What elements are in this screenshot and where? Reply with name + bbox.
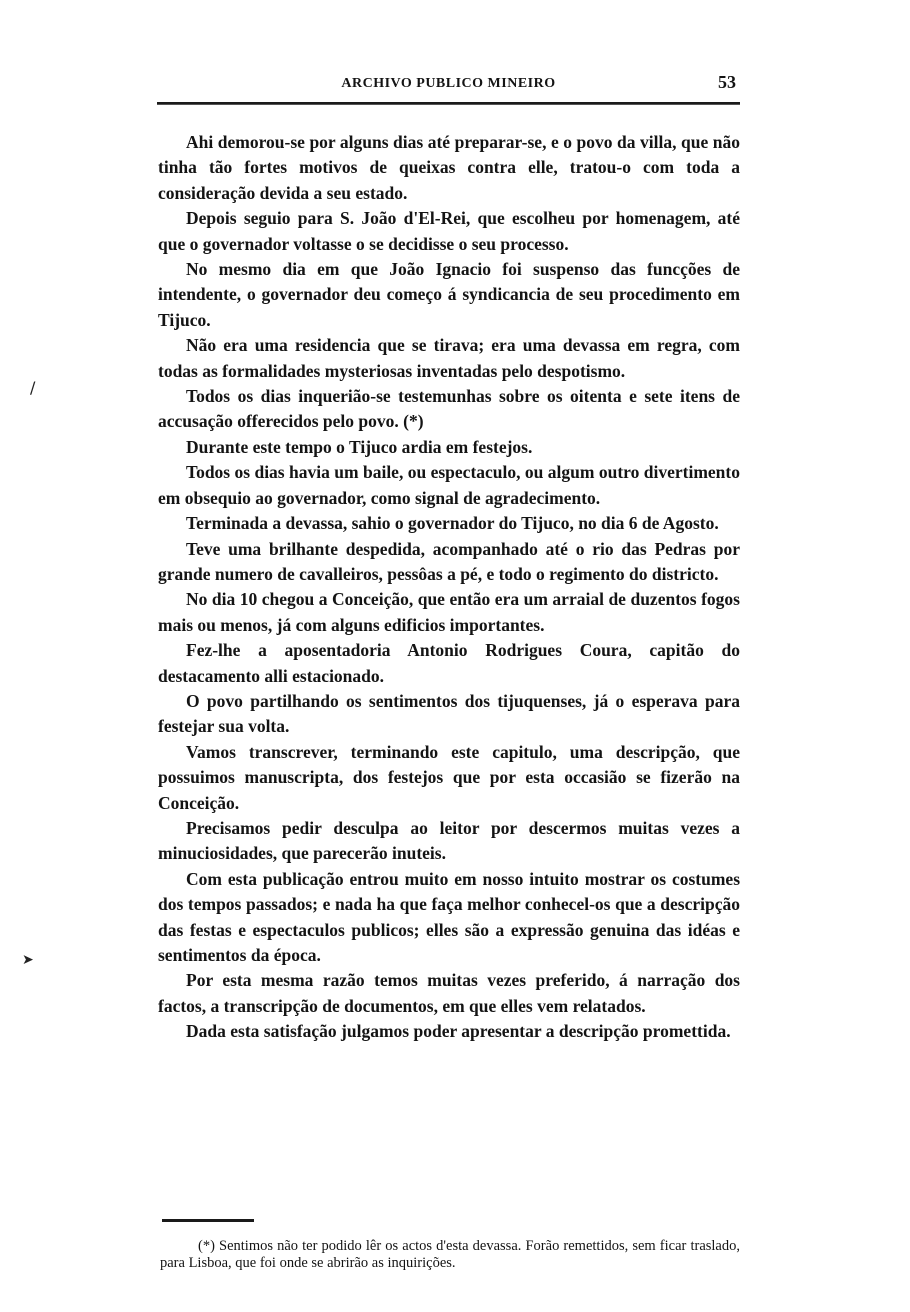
paragraph: Por esta mesma razão temos muitas vezes preferido, á narração dos factos, a transcripção de documentos, em que elles vem relatados. (158, 970, 740, 1016)
paragraph: No dia 10 chegou a Conceição, que então era um arraial de duzentos fogos mais ou menos, já com alguns edificios importantes. (158, 589, 740, 635)
paragraph: Com esta publicação entrou muito em nosso intuito mostrar os costumes dos tempos passados; e nada ha que faça melhor conhecel-os que a descripção das festas e espectaculos publicos; elles são a expressão genuina das idéas e sentimentos da época. (158, 868, 740, 965)
paragraph: Terminada a devassa, sahio o governador do Tijuco, no dia 6 de Agosto. (186, 513, 719, 534)
paragraph: Ahi demorou-se por alguns dias até preparar-se, e o povo da villa, que não tinha tão fortes motivos de queixas contra elle, tratou-o com toda a consideração devida a seu estado. (158, 132, 740, 203)
margin-arrow-mark: ➤ (22, 952, 34, 968)
body-text (158, 130, 740, 1045)
paragraph: Dada esta satisfação julgamos poder apresentar a descripção promettida. (186, 1021, 731, 1042)
paragraph: Fez-lhe a aposentadoria Antonio Rodrigues Coura, capitão do destacamento alli estacionado. (158, 640, 740, 686)
paragraph: Todos os dias havia um baile, ou espectaculo, ou algum outro divertimento em obsequio ao governador, como signal de agradecimento. (158, 462, 740, 508)
paragraph: O povo partilhando os sentimentos dos tijuquenses, já o esperava para festejar sua volta. (158, 690, 740, 737)
page-number: 53 (718, 72, 736, 92)
page-header (157, 72, 740, 100)
paragraph: Teve uma brilhante despedida, acompanhado até o rio das Pedras por grande numero de cavalleiros, pessôas a pé, e todo o regimento do districto. (158, 538, 740, 584)
footnote-rule (162, 1219, 254, 1222)
footnote-text: (*) Sentimos não ter podido lêr os actos d'esta devassa. Forão remettidos, sem ficar traslado, para Lisboa, que foi onde se abrirão as inquirições. (160, 1238, 740, 1271)
paragraph: Precisamos pedir desculpa ao leitor por descermos muitas vezes a minuciosidades, que parecerão inuteis. (158, 817, 740, 864)
paragraph: Durante este tempo o Tijuco ardia em festejos. (186, 436, 533, 457)
footnote (160, 1238, 740, 1271)
margin-stroke-mark: / (30, 378, 36, 397)
paragraph: Depois seguio para S. João d'El-Rei, que escolheu por homenagem, até que o governador voltasse o se decidisse o seu processo. (158, 208, 740, 254)
paragraph: Não era uma residencia que se tirava; era uma devassa em regra, com todas as formalidades mysteriosas inventadas pelo despotismo. (158, 335, 740, 381)
header-rule (157, 102, 740, 105)
paragraph: Vamos transcrever, terminando este capitulo, uma descripção, que possuimos manuscripta, dos festejos que por esta occasião se fizerão na Conceição. (158, 741, 740, 813)
running-head: ARCHIVO PUBLICO MINEIRO (341, 76, 556, 91)
paragraph: No mesmo dia em que João Ignacio foi suspenso das funcções de intendente, o governador deu começo á syndicancia de seu procedimento em Tijuco. (158, 259, 740, 330)
paragraph: Todos os dias inquerião-se testemunhas sobre os oitenta e sete itens de accusação offerecidos pelo povo. (*) (158, 386, 740, 432)
